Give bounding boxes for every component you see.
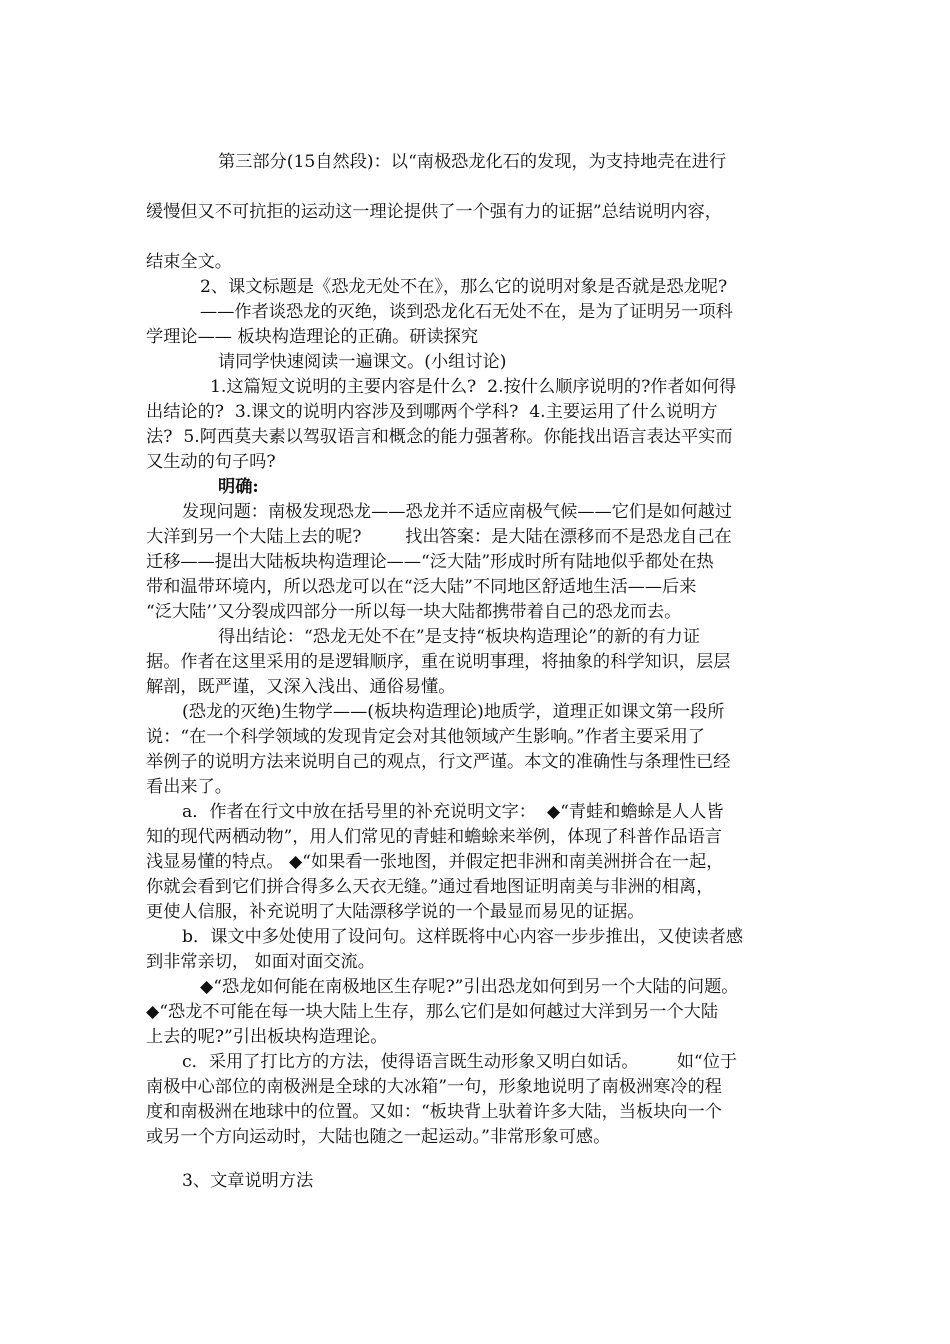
text-line: 发现问题：南极发现恐龙——恐龙并不适应南极气候——它们是如何越过 [182, 502, 733, 522]
text-line: 到非常亲切， 如面对面交流。 [146, 952, 375, 972]
text-line: 度和南极洲在地球中的位置。又如：“板块背上驮着许多大陆，当板块向一个 [146, 1102, 722, 1122]
text-line: 说：“在一个科学领域的发现肯定会对其他领域产生影响。”作者主要采用了 [146, 727, 705, 747]
text-line: 得出结论：“恐龙无处不在”是支持“板块构造理论”的新的有力证 [218, 627, 701, 647]
text-line: 上去的呢?”引出板块构造理论。 [146, 1027, 388, 1047]
text-line: 据。作者在这里采用的是逻辑顺序，重在说明事理，将抽象的科学知识，层层 [146, 652, 731, 672]
text-line: 举例子的说明方法来说明自己的观点，行文严谨。本文的准确性与条理性已经 [146, 752, 731, 772]
section-heading: 明确: [218, 477, 259, 497]
text-line: 解剖，既严谨，又深入浅出、通俗易懂。 [146, 677, 456, 697]
text-line: 请同学快速阅读一遍课文。(小组讨论) [218, 352, 507, 372]
text-line: ◆“恐龙如何能在南极地区生存呢?”引出恐龙如何到另一个大陆的问题。 [200, 977, 739, 997]
text-line: 又生动的句子吗? [146, 452, 276, 472]
text-line: 大洋到另一个大陆上去的呢? 找出答案：是大陆在漂移而不是恐龙自己在 [146, 527, 732, 547]
text-line: “泛大陆’’又分裂成四部分一所以每一块大陆都携带着自己的恐龙而去。 [146, 602, 682, 622]
text-line: 1.这篇短文说明的主要内容是什么? 2.按什么顺序说明的?作者如何得 [210, 377, 737, 397]
text-line: 学理论—— 板块构造理论的正确。研读探究 [146, 327, 479, 347]
text-line: 迁移——提出大陆板块构造理论——“泛大陆”形成时所有陆地似乎都处在热 [146, 552, 714, 572]
text-line: 法? 5.阿西莫夫素以驾驭语言和概念的能力强著称。你能找出语言表达平实而 [146, 427, 733, 447]
text-line: a．作者在行文中放在括号里的补充说明文字： ◆“青蛙和蟾蜍是人人皆 [182, 802, 724, 822]
text-line: c．采用了打比方的方法，使得语言既生动形象又明白如话。 如“位于 [182, 1052, 738, 1072]
text-line: 知的现代两栖动物”，用人们常见的青蛙和蟾蜍来举例，体现了科普作品语言 [146, 827, 722, 847]
text-line: 结束全文。 [146, 252, 232, 272]
section-heading: 3、文章说明方法 [182, 1171, 314, 1191]
text-line: 你就会看到它们拼合得多么天衣无缝。”通过看地图证明南美与非洲的相离， [146, 877, 714, 897]
text-line: (恐龙的灭绝)生物学——(板块构造理论)地质学，道理正如课文第一段所 [182, 702, 725, 722]
text-line: 浅显易懂的特点。 ◆“如果看一张地图，并假定把非洲和南美洲拼合在一起， [146, 852, 724, 872]
text-line: ◆“恐龙不可能在每一块大陆上生存，那么它们是如何越过大洋到另一个大陆 [146, 1002, 719, 1022]
text-line: 南极中心部位的南极洲是全球的大冰箱”一句，形象地说明了南极洲寒冷的程 [146, 1077, 722, 1097]
text-line: b．课文中多处使用了设问句。这样既将中心内容一步步推出，又使读者感 [182, 927, 744, 947]
text-line: 出结论的? 3.课文的说明内容涉及到哪两个学科? 4.主要运用了什么说明方 [146, 402, 718, 422]
text-line: 更使人信服，补充说明了大陆漂移学说的一个最显而易见的证据。 [146, 902, 645, 922]
text-line: 2、课文标题是《恐龙无处不在》，那么它的说明对象是否就是恐龙呢? [200, 277, 728, 297]
text-line: 看出来了。 [146, 777, 232, 797]
text-line: ——作者谈恐龙的灭绝，谈到恐龙化石无处不在，是为了证明另一项科 [200, 302, 733, 322]
text-line: 或另一个方向运动时，大陆也随之一起运动。”非常形象可感。 [146, 1127, 611, 1147]
text-line: 缓慢但又不可抗拒的运动这一理论提供了一个强有力的证据”总结说明内容， [146, 202, 722, 222]
text-line: 带和温带环境内，所以恐龙可以在“泛大陆”不同地区舒适地生活——后来 [146, 577, 697, 597]
text-line: 第三部分(15自然段)：以“南极恐龙化石的发现，为支持地壳在进行 [218, 152, 727, 172]
